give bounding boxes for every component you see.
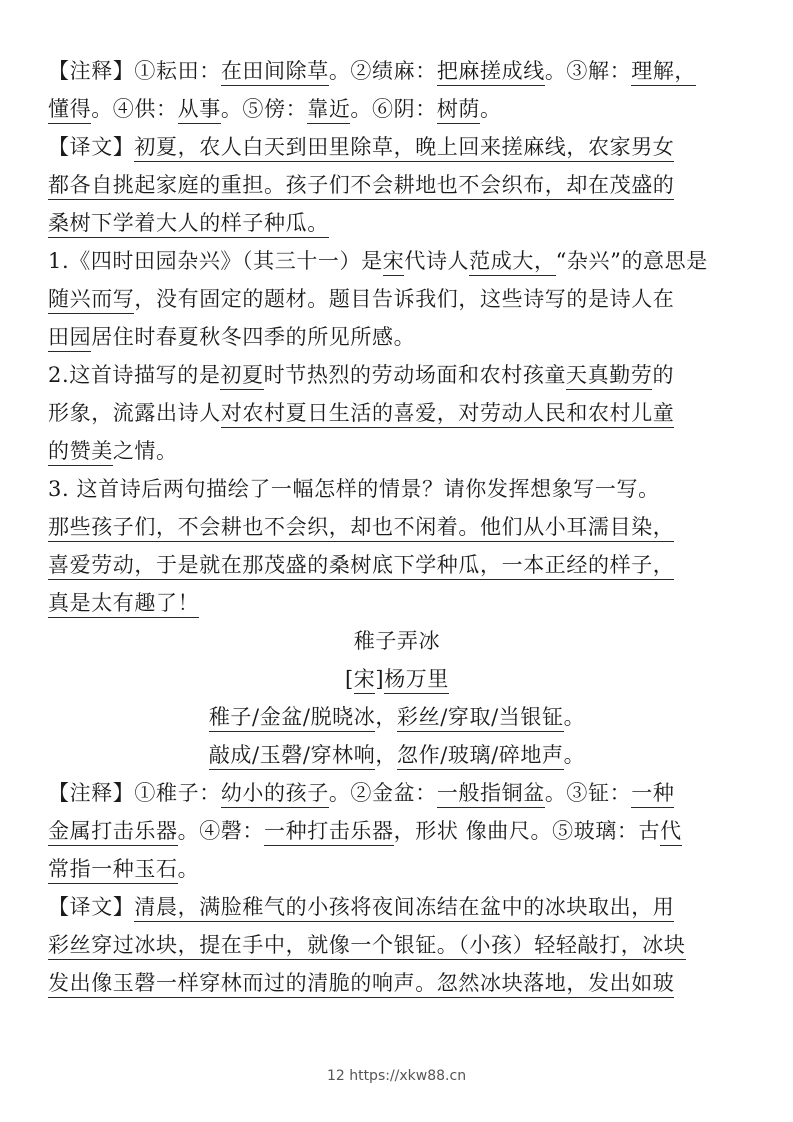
underlined-answer: 初夏，农人白天到田里除草，晚上回来搓麻线，农家男女 [134,135,674,162]
text-segment: 。⑤傍： [220,97,308,121]
text-line-ans3-l3 [48,584,746,622]
text-segment: ， [375,705,397,729]
text-segment: ] [375,667,385,691]
text-segment: 3. 这首诗后两句描绘了一幅怎样的情景？请你发挥想象写一写。 [48,477,660,501]
text-line-trans1-l1 [48,128,746,166]
underlined-answer: 清晨，满脸稚气的小孩将夜间冻结在盆中的冰块取出，用 [134,895,674,922]
text-line-q1-l2 [48,280,746,318]
underlined-answer: 的赞美 [48,439,113,466]
text-segment: ， [375,743,397,767]
text-segment: 的 [652,363,675,387]
text-line-q2-l2 [48,394,746,432]
underlined-answer: 那些孩子们，不会耕也不会织，却也不闲着。他们从小耳濡目染， [48,515,674,542]
underlined-answer: 对农村夏日生活的喜爱，对劳动人民和农村儿童 [221,401,675,428]
text-segment: 。 [480,97,502,121]
underlined-answer: 发出像玉磬一样穿林而过的清脆的响声。忽然冰块落地，发出如玻 [48,971,674,998]
text-line-note1-l2 [48,90,746,128]
text-segment: 形象，流露出诗人 [48,401,221,425]
underlined-answer: 一种打击乐器 [264,819,394,846]
text-line-q2-l1 [48,356,746,394]
underlined-answer: 懂得 [48,97,91,124]
text-segment: [ [344,667,354,691]
text-segment: 。⑥阴： [350,97,437,121]
text-line-ans3-l2 [48,546,746,584]
text-line-trans2-l2 [48,926,746,964]
document-page [48,52,746,1002]
underlined-answer: 初夏 [220,363,263,390]
text-line-note1-l1 [48,52,746,90]
text-segment: 居住时春夏秋冬四季的所见所感。 [91,325,416,349]
underlined-answer: 稚子/金盆/脱晓冰 [209,705,376,732]
underlined-answer: 理解， [631,59,696,86]
text-segment: 。②金盆： [328,781,437,805]
underlined-answer: 彩丝穿过冰块，提在手中，就像一个银钲。（小孩）轻轻敲打，冰块 [48,933,686,960]
underlined-answer: 一种 [631,781,674,808]
underlined-answer: 随兴而写 [48,287,134,314]
text-segment: 代诗人 [404,249,470,273]
text-segment: 【注释】①稚子： [48,781,221,805]
text-segment: 。③钲： [544,781,632,805]
text-line-note2-l2 [48,812,746,850]
underlined-answer: 代 [660,819,682,846]
underlined-answer: 忽作/玻璃/碎地声 [397,743,564,770]
underlined-answer: 彩丝/穿取/当银钲 [397,705,564,732]
text-segment: 【注释】①耘田： [48,59,221,83]
underlined-answer: 敲成/玉磬/穿林响 [209,743,376,770]
text-segment: 1.《四时田园杂兴》（其三十一）是 [48,249,383,273]
underlined-answer: 范成大， [469,249,555,276]
text-line-trans1-l2 [48,166,746,204]
text-segment: 时节热烈的劳动场面和农村孩童 [263,363,567,387]
underlined-answer: 都各自挑起家庭的重担。孩子们不会耕地也不会织布，却在茂盛的 [48,173,674,200]
underlined-answer: 一般指铜盆 [437,781,545,808]
text-segment: 稚子弄冰 [353,629,441,653]
text-segment: ，没有固定的题材。题目告诉我们，这些诗写的是诗人在 [134,287,675,311]
text-segment: 。④磬： [177,819,265,843]
text-line-trans1-l3 [48,204,746,242]
text-line-poem-author [48,660,746,698]
underlined-answer: 从事 [178,97,221,124]
underlined-answer: 靠近 [307,97,350,124]
underlined-answer: 天真勤劳 [566,363,652,390]
text-segment: 。 [177,857,200,881]
underlined-answer: 把麻搓成线 [437,59,545,86]
text-segment: 。③解： [544,59,632,83]
underlined-answer: 田园 [48,325,91,352]
underlined-answer: 杨万里 [384,667,449,694]
text-line-q3-l1 [48,470,746,508]
underlined-answer: 在田间除草 [221,59,329,86]
underlined-answer: 桑树下学着大人的样子种瓜。 [48,211,329,238]
text-segment: 【译文】 [48,895,135,919]
footer-text: 12 https://xkw88.cn [326,1068,467,1084]
text-segment: ，形状 像曲尺。⑤玻璃：古 [393,819,661,843]
text-segment: 。 [563,743,586,767]
text-segment: 之情。 [112,439,178,463]
text-segment: 。④供： [91,97,178,121]
text-segment: 【译文】 [48,135,135,159]
text-line-q1-l3 [48,318,746,356]
text-segment: 。②绩麻： [328,59,437,83]
text-line-poem-l1 [48,698,746,736]
text-segment: 。 [563,705,586,729]
text-segment: 2.这首诗描写的是 [48,363,221,387]
text-line-q2-l3 [48,432,746,470]
text-line-note2-l1 [48,774,746,812]
text-line-q1-l1 [48,242,746,280]
underlined-answer: 树荫 [437,97,480,124]
underlined-answer: 金属打击乐器 [48,819,178,846]
text-line-ans3-l1 [48,508,746,546]
underlined-answer: 宋 [354,667,376,694]
underlined-answer: 常指一种玉石 [48,857,178,884]
text-line-trans2-l1 [48,888,746,926]
underlined-answer: 喜爱劳动，于是就在那茂盛的桑树底下学种瓜，一本正经的样子， [48,553,674,580]
text-line-trans2-l3 [48,964,746,1002]
text-line-poem-l2 [48,736,746,774]
page-footer [0,1068,793,1084]
text-line-poem-title [48,622,746,660]
underlined-answer: 幼小的孩子 [221,781,329,808]
underlined-answer: 真是太有趣了！ [48,591,199,618]
text-segment: “杂兴”的意思是 [555,249,708,273]
underlined-answer: 宋 [383,249,405,276]
text-line-note2-l3 [48,850,746,888]
